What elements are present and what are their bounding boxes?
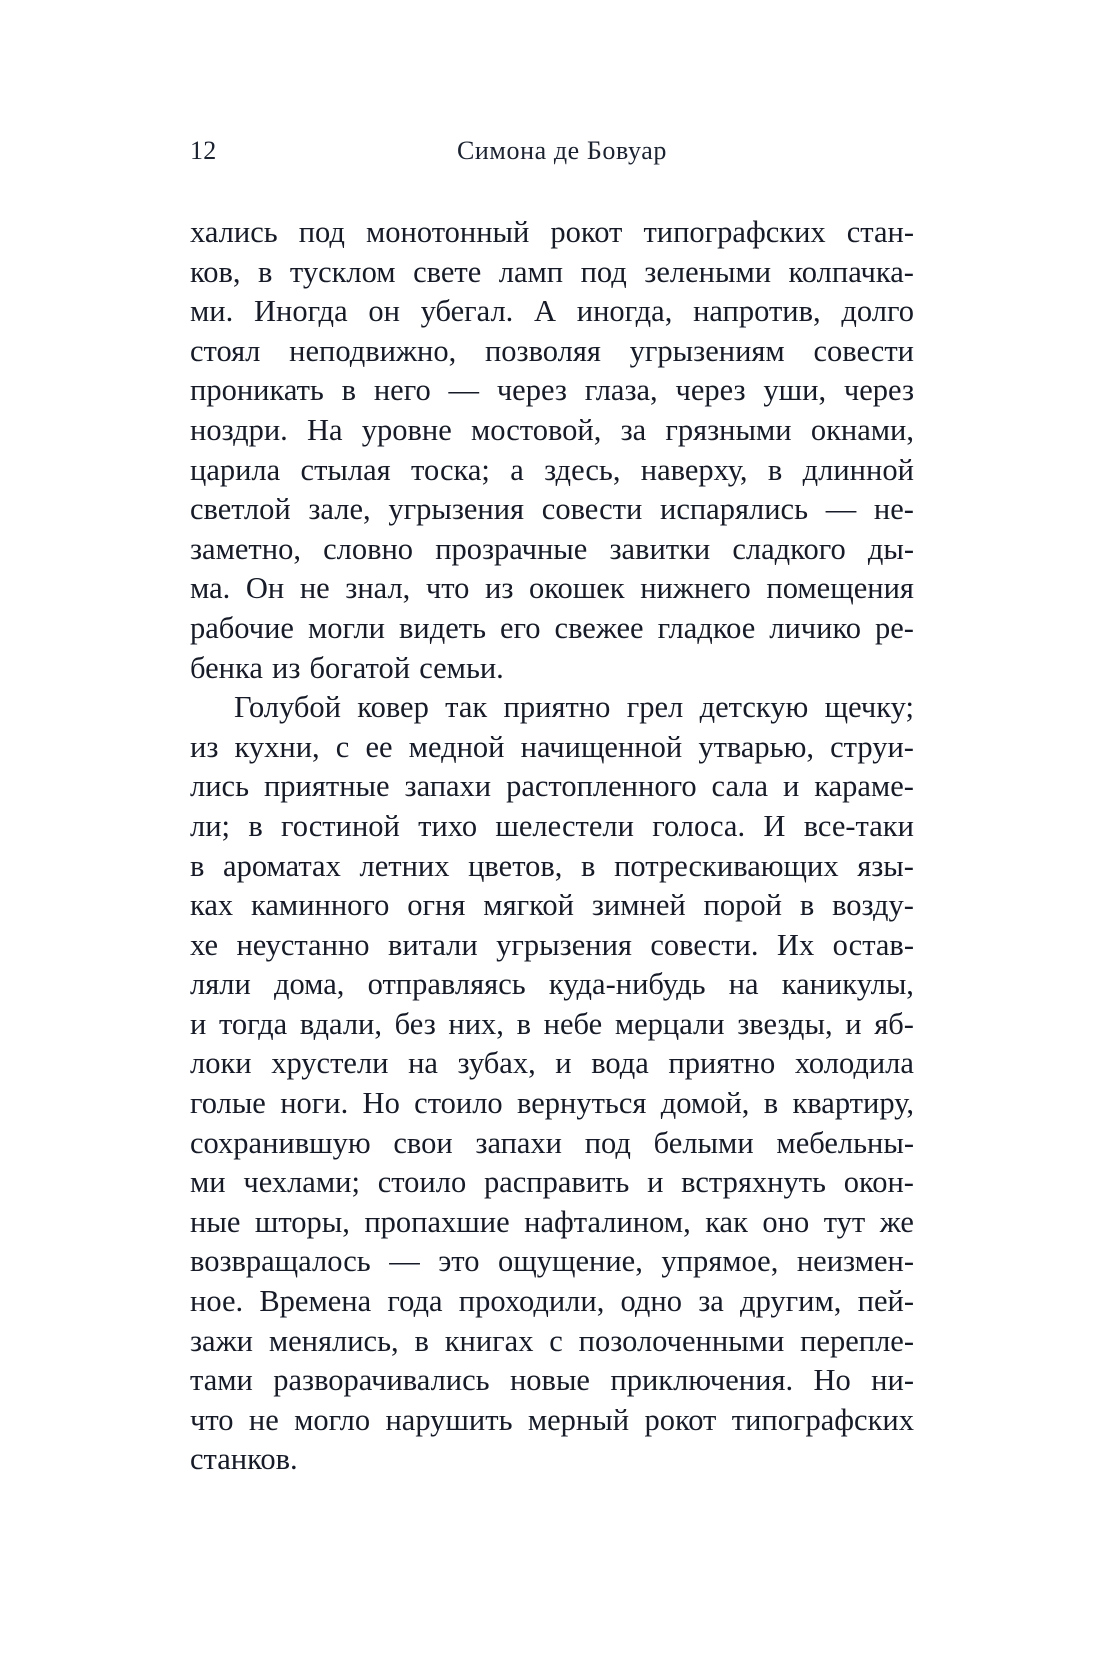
text-line [190, 253, 914, 293]
word: ламп [498, 254, 564, 289]
word: в [248, 808, 263, 843]
word: могло [294, 1402, 371, 1437]
word: могли [307, 610, 386, 645]
word: локи [190, 1046, 252, 1081]
word: через [843, 373, 914, 408]
word: что [190, 1402, 234, 1437]
word: оно [762, 1204, 810, 1239]
word: иногда, [576, 294, 673, 329]
word: неустанно [236, 927, 370, 962]
text-line [190, 1440, 914, 1480]
word: отправляясь [367, 967, 526, 1002]
word: года [387, 1284, 443, 1319]
word: как [705, 1204, 748, 1239]
word: тами [190, 1363, 253, 1398]
word: в [190, 848, 205, 883]
word: зажи [190, 1323, 253, 1358]
word: на [408, 1046, 438, 1081]
word: позволяя [484, 333, 601, 368]
word: белыми [653, 1125, 754, 1160]
word: разворачивались [273, 1363, 490, 1398]
word: угрызения [496, 927, 632, 962]
word: не [299, 571, 330, 606]
word: упрямое, [661, 1244, 779, 1279]
word: сала [711, 769, 769, 804]
word: яб- [874, 1006, 914, 1041]
word: мерцали [614, 1006, 725, 1041]
word: Голубой [234, 690, 341, 725]
word: в [516, 1006, 531, 1041]
text-line [190, 451, 914, 491]
word: совести [813, 333, 914, 368]
paragraph-1 [190, 213, 914, 688]
word: зимней [591, 888, 686, 923]
word: длинной [802, 452, 914, 487]
text-line [190, 807, 914, 847]
word: рокот [550, 215, 623, 249]
word: проходили, [458, 1284, 605, 1319]
word: ные [190, 1204, 241, 1239]
word: Иногда [253, 294, 348, 329]
word: зелеными [644, 254, 772, 289]
word: встряхнуть [681, 1165, 826, 1200]
word: прозрачные [435, 531, 588, 566]
word: ми [190, 1165, 226, 1200]
text-line [190, 728, 914, 768]
word: за [698, 1284, 724, 1319]
word: одно [620, 1284, 683, 1319]
word: типографских [731, 1402, 914, 1437]
word: мягкой [483, 888, 574, 923]
word: ды- [867, 531, 914, 566]
word: в [581, 848, 596, 883]
word: через [675, 373, 746, 408]
word: напротив, [693, 294, 821, 329]
text-line [190, 1282, 914, 1322]
word: зале, [308, 492, 371, 527]
text-line [190, 490, 914, 530]
word: летних [359, 848, 450, 883]
word: тогда [218, 1006, 288, 1041]
word: ни- [871, 1363, 914, 1398]
word: вода [591, 1046, 649, 1081]
text-line [190, 767, 914, 807]
word: монотонный [366, 215, 530, 249]
word: уши, [763, 373, 827, 408]
word: огня [407, 888, 466, 923]
word: расправить [483, 1165, 630, 1200]
text-line [190, 332, 914, 372]
text-line [190, 292, 914, 332]
text-line [190, 569, 914, 609]
word: него [373, 373, 431, 408]
text-line [190, 213, 914, 253]
word: — [825, 492, 857, 527]
body-text [190, 213, 914, 1480]
word: помещения [766, 571, 914, 606]
word: ощущение, [498, 1244, 643, 1279]
text-line [190, 1163, 914, 1203]
word: ароматах [223, 848, 341, 883]
word: все-таки [803, 808, 914, 843]
word: позолоченными [578, 1323, 785, 1358]
word: через [496, 373, 567, 408]
word: нарушить [385, 1402, 513, 1437]
word: стоило [377, 1165, 467, 1200]
word: них, [448, 1006, 504, 1041]
word: приятные [263, 769, 390, 804]
word: И [763, 808, 786, 843]
word: шелестели [495, 808, 634, 843]
word: Времена [259, 1284, 372, 1319]
word: наверху, [640, 452, 748, 487]
paragraph-2 [190, 688, 914, 1480]
word: в [341, 373, 357, 408]
word: пей- [857, 1284, 914, 1319]
word: ми. [190, 294, 234, 329]
word: не [248, 1402, 279, 1437]
word: хались [190, 215, 278, 249]
running-head [190, 138, 914, 172]
word: рабочие [190, 610, 294, 645]
word: свете [413, 254, 482, 289]
word: мостовой, [470, 412, 602, 447]
text-line [190, 1044, 914, 1084]
word: здесь, [544, 452, 621, 487]
word: потрескивающих [614, 848, 839, 883]
word: Но [813, 1363, 851, 1398]
word: совести [541, 492, 643, 527]
word: детскую [699, 690, 809, 725]
word: же [879, 1204, 914, 1239]
word: из [190, 729, 219, 764]
word: ноздри. [190, 412, 288, 447]
word: и [782, 769, 800, 804]
word: стоило [414, 1086, 503, 1121]
word: проникать [190, 373, 324, 408]
text-line [190, 411, 914, 451]
word: угрызения [388, 492, 525, 527]
word: на [728, 967, 759, 1002]
word: тут [823, 1204, 866, 1239]
word: ковер [357, 690, 429, 725]
text-line [190, 1124, 914, 1164]
word: видеть [399, 610, 487, 645]
word: неподвижно, [289, 333, 457, 368]
text-line [190, 847, 914, 887]
word: караме- [814, 769, 914, 804]
word: ное. [190, 1284, 244, 1319]
word: угрызениям [629, 333, 785, 368]
text-line [190, 886, 914, 926]
word: так [445, 690, 488, 725]
word: стылая [300, 452, 391, 487]
word: гладкое [657, 610, 756, 645]
word: ли; [190, 808, 231, 843]
word: Но [362, 1086, 400, 1121]
word: — [389, 1244, 420, 1279]
word: вернуться [517, 1086, 647, 1121]
word: приятно [668, 1046, 776, 1081]
text-line [190, 1084, 914, 1124]
word: мерный [527, 1402, 630, 1437]
word: дома, [273, 967, 345, 1002]
word: медной [408, 729, 505, 764]
word: пропахшие [364, 1204, 510, 1239]
word: менялись, [268, 1323, 399, 1358]
word: богатой [309, 650, 411, 685]
word: тоска; [411, 452, 490, 487]
word: хрустели [271, 1046, 389, 1081]
word: в [414, 1323, 429, 1358]
word: испарялись [660, 492, 808, 527]
word: и [190, 1006, 207, 1041]
word: долго [841, 294, 914, 329]
word: квартиру, [792, 1086, 914, 1121]
text-line [190, 926, 914, 966]
word: мебельны- [776, 1125, 914, 1160]
word: другим, [740, 1284, 842, 1319]
word: завитки [609, 531, 711, 566]
word: хе [190, 927, 219, 962]
word: рокот [644, 1402, 717, 1437]
word: под [298, 215, 345, 249]
word: язы- [857, 848, 914, 883]
word: и [845, 1006, 862, 1041]
text-line [190, 1203, 914, 1243]
word: запахи [475, 1125, 563, 1160]
word: колпачка- [788, 254, 914, 289]
word: грел [626, 690, 684, 725]
word: домой, [660, 1086, 750, 1121]
word: глаза, [584, 373, 658, 408]
word: витали [387, 927, 478, 962]
word: неизмен- [796, 1244, 914, 1279]
word: без [394, 1006, 436, 1041]
word: под [584, 1125, 631, 1160]
word: лись [190, 769, 249, 804]
word: в [258, 254, 273, 289]
word: в [767, 452, 783, 487]
word: растопленного [506, 769, 697, 804]
word: шторы, [254, 1204, 350, 1239]
word: струи- [830, 729, 914, 764]
word: чехлами; [243, 1165, 360, 1200]
word: личико [769, 610, 861, 645]
word: и [555, 1046, 572, 1081]
word: и [647, 1165, 664, 1200]
word: утварью, [698, 729, 814, 764]
word: ков, [190, 254, 241, 289]
word: возду- [832, 888, 914, 923]
text-line [190, 965, 914, 1005]
text-line [190, 1005, 914, 1045]
word: Он [245, 571, 285, 606]
word: под [580, 254, 627, 289]
word: сладкого [732, 531, 846, 566]
word: заметно, [190, 531, 301, 566]
word: стан- [846, 215, 914, 249]
word: окнами, [810, 412, 914, 447]
word: станков. [190, 1442, 298, 1477]
word: с [549, 1323, 563, 1358]
word: тусклом [289, 254, 396, 289]
page-number: 12 [190, 136, 217, 165]
running-title: Симона де Бовуар [456, 136, 668, 165]
word: новые [509, 1363, 590, 1398]
word: тихо [418, 808, 478, 843]
word: приятно [503, 690, 611, 725]
word: небе [543, 1006, 603, 1041]
word: сохранившую [190, 1125, 371, 1160]
word: звезды, [737, 1006, 833, 1041]
word: куда-нибудь [548, 967, 706, 1002]
word: а [510, 452, 524, 487]
word: семьи. [419, 650, 504, 685]
word: в [763, 1086, 779, 1121]
text-line [190, 530, 914, 570]
word: ноги. [280, 1086, 349, 1121]
text-line [190, 371, 914, 411]
word: кухни, [234, 729, 320, 764]
word: — [448, 373, 480, 408]
word: с [335, 729, 350, 764]
word: уровне [361, 412, 452, 447]
word: за [620, 412, 647, 447]
word: не- [873, 492, 914, 527]
word: убегал. [420, 294, 514, 329]
word: это [438, 1244, 480, 1279]
word: возвращалось [190, 1244, 371, 1279]
word: порой [703, 888, 782, 923]
word: Их [776, 927, 815, 962]
word: типографских [643, 215, 826, 249]
text-line [190, 1401, 914, 1441]
word: каминного [251, 888, 390, 923]
word: ма. [190, 571, 231, 606]
word: запахи [404, 769, 492, 804]
word: свои [393, 1125, 453, 1160]
word: ляли [190, 967, 251, 1002]
word: грязными [665, 412, 792, 447]
text-line [190, 649, 914, 689]
word: из [485, 571, 514, 606]
word: совести. [650, 927, 759, 962]
word: из [272, 650, 301, 685]
word: приключения. [610, 1363, 794, 1398]
word: гостиной [281, 808, 400, 843]
word: зубах, [457, 1046, 536, 1081]
word: светлой [190, 492, 291, 527]
word: стоял [190, 333, 261, 368]
word: нафталином, [524, 1204, 691, 1239]
word: каникулы, [781, 967, 914, 1002]
word: ее [365, 729, 393, 764]
text-line [190, 1361, 914, 1401]
text-line [190, 1242, 914, 1282]
word: остав- [832, 927, 914, 962]
word: ках [190, 888, 234, 923]
text-line [190, 688, 914, 728]
word: книгах [444, 1323, 534, 1358]
word: царила [190, 452, 281, 487]
word: А [534, 294, 557, 329]
word: окон- [843, 1165, 914, 1200]
word: начищенной [520, 729, 683, 764]
word: словно [323, 531, 414, 566]
word: голые [190, 1086, 266, 1121]
word: холодила [794, 1046, 914, 1081]
word: он [368, 294, 400, 329]
word: знал, [345, 571, 411, 606]
word: ре- [874, 610, 914, 645]
word: свежее [554, 610, 644, 645]
word: окошек [529, 571, 625, 606]
word: голоса. [652, 808, 746, 843]
word: щечку; [824, 690, 914, 725]
word: бенка [190, 650, 263, 685]
word: цветов, [468, 848, 563, 883]
text-line [190, 1322, 914, 1362]
word: нижнего [640, 571, 751, 606]
text-line [190, 609, 914, 649]
word: что [425, 571, 470, 606]
word: перепле- [800, 1323, 914, 1358]
word: На [306, 412, 343, 447]
word: его [500, 610, 541, 645]
word: в [799, 888, 815, 923]
word: вдали, [299, 1006, 383, 1041]
